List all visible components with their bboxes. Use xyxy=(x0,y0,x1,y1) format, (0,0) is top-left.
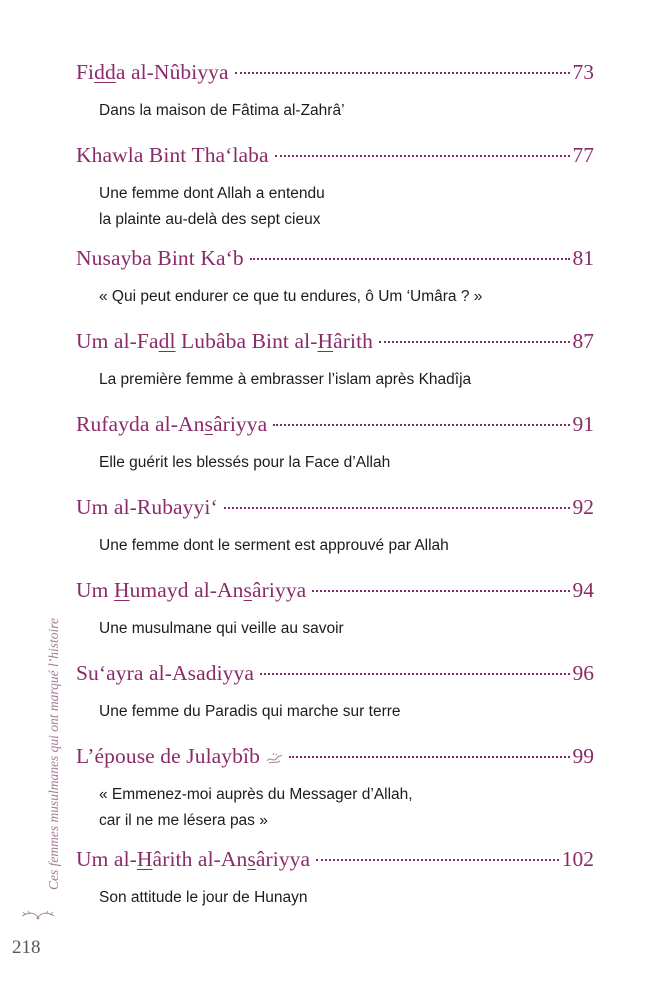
toc-entry-title-part: dd xyxy=(94,60,116,84)
dot-leader xyxy=(379,341,570,343)
toc-entry-subtitle-line: La première femme à embrasser l’islam après Khadîja xyxy=(99,371,472,388)
toc-entry-heading xyxy=(76,578,594,612)
toc-entry-subtitle xyxy=(99,699,594,725)
toc-entry-heading xyxy=(76,744,594,778)
toc-entry-title xyxy=(76,329,373,354)
toc-entry xyxy=(76,744,594,847)
toc-entry-title-part: s xyxy=(204,412,213,436)
toc-entry-subtitle-line: Une femme du Paradis qui marche sur terre xyxy=(99,703,401,720)
toc-entry-title xyxy=(76,744,283,769)
toc-entry-heading xyxy=(76,847,594,881)
toc-entry xyxy=(76,578,594,661)
toc-entry-page-number: 87 xyxy=(572,329,594,353)
toc-entry-title-part: Nusayba Bint Ka‘b xyxy=(76,246,244,270)
toc-entry-subtitle-line: Dans la maison de Fâtima al-Zahrâ’ xyxy=(99,102,345,119)
toc-entry-title-part: ârith al-An xyxy=(152,847,248,871)
toc-entry-heading xyxy=(76,60,594,94)
toc-entry-title-part: Rufayda al-An xyxy=(76,412,205,436)
toc-entry-page-number: 94 xyxy=(572,578,594,602)
toc-entry xyxy=(76,661,594,744)
dot-leader xyxy=(235,72,570,74)
toc-entry-title-part: âriyya xyxy=(255,847,311,871)
toc-entry-title-part: Um al- xyxy=(76,847,137,871)
toc-entry-title-part: Um xyxy=(76,578,114,602)
toc-entry-title-part: s xyxy=(243,578,252,602)
toc-entry-title-part: umayd al-An xyxy=(129,578,244,602)
toc-entry-title xyxy=(76,412,267,437)
toc-entry-page-number: 102 xyxy=(561,847,594,871)
toc-entry-title-part: L’épouse de Julaybîb xyxy=(76,744,260,768)
toc-entry-subtitle-line: Une femme dont le serment est approuvé par Allah xyxy=(99,537,449,554)
toc-entry-heading xyxy=(76,329,594,363)
toc-entry-title xyxy=(76,847,310,872)
toc-entry-heading xyxy=(76,412,594,446)
toc-entry-page-number: 99 xyxy=(572,744,594,768)
toc-entry-title-part: H xyxy=(136,847,153,871)
toc-entry-title-part: H xyxy=(317,329,334,353)
page-number: 218 xyxy=(12,937,41,958)
toc-entry-heading xyxy=(76,246,594,280)
floral-ornament-icon xyxy=(18,910,58,924)
toc-entry-subtitle-line: « Emmenez-moi auprès du Messager d’Allah, xyxy=(99,786,413,803)
toc-entry-page-number: 91 xyxy=(572,412,594,436)
toc-entry-title xyxy=(76,246,244,271)
toc-entry xyxy=(76,246,594,329)
toc-entry-title-part: dl xyxy=(158,329,176,353)
toc-entry-subtitle-line: car il ne me lésera pas » xyxy=(99,812,268,829)
toc-entry-heading xyxy=(76,143,594,177)
toc-entry-subtitle xyxy=(99,367,594,393)
toc-entry-page-number: 81 xyxy=(572,246,594,270)
dot-leader xyxy=(250,258,570,260)
toc-entry-title xyxy=(76,60,229,85)
toc-entry-title-part: Khawla Bint Tha‘laba xyxy=(76,143,269,167)
toc-entry-title-part: Su‘ayra al-Asadiyya xyxy=(76,661,255,685)
dot-leader xyxy=(260,673,569,675)
toc-entry xyxy=(76,143,594,246)
toc-entry-title xyxy=(76,495,218,520)
toc-entry-subtitle-line: la plainte au-delà des sept cieux xyxy=(99,211,321,228)
honorific-icon xyxy=(266,752,283,765)
table-of-contents xyxy=(76,60,594,930)
toc-entry xyxy=(76,847,594,930)
toc-entry-page-number: 73 xyxy=(572,60,594,84)
toc-entry-title-part: Lubâba Bint al- xyxy=(175,329,318,353)
running-book-title: Ces femmes musulmanes qui ont marqué l’histoire xyxy=(46,618,61,890)
toc-entry-title-part: a al-Nûbiyya xyxy=(115,60,229,84)
toc-entry xyxy=(76,412,594,495)
toc-entry-page-number: 96 xyxy=(572,661,594,685)
toc-entry-title-part: H xyxy=(113,578,130,602)
dot-leader xyxy=(273,424,569,426)
toc-entry-page-number: 92 xyxy=(572,495,594,519)
toc-entry-subtitle xyxy=(99,782,594,834)
toc-entry xyxy=(76,60,594,143)
toc-entry-title xyxy=(76,578,306,603)
toc-entry-subtitle xyxy=(99,181,594,233)
toc-entry-subtitle-line: Une musulmane qui veille au savoir xyxy=(99,620,344,637)
toc-entry-title-part: âriyya xyxy=(212,412,268,436)
dot-leader xyxy=(289,756,570,758)
dot-leader xyxy=(316,859,559,861)
toc-entry-title-part: s xyxy=(247,847,256,871)
toc-entry-subtitle xyxy=(99,616,594,642)
toc-entry-subtitle xyxy=(99,533,594,559)
dot-leader xyxy=(224,507,570,509)
dot-leader xyxy=(275,155,570,157)
toc-entry-subtitle-line: Son attitude le jour de Hunayn xyxy=(99,889,308,906)
toc-entry-heading xyxy=(76,661,594,695)
toc-entry-heading xyxy=(76,495,594,529)
toc-entry-title-part: ârith xyxy=(333,329,373,353)
toc-entry-subtitle xyxy=(99,98,594,124)
toc-entry-subtitle xyxy=(99,450,594,476)
toc-entry-title xyxy=(76,661,254,686)
toc-entry-subtitle xyxy=(99,885,594,911)
toc-entry-subtitle xyxy=(99,284,594,310)
toc-entry-title xyxy=(76,143,269,168)
toc-entry-subtitle-line: Elle guérit les blessés pour la Face d’Allah xyxy=(99,454,391,471)
toc-entry-title-part: Um al-Fa xyxy=(76,329,159,353)
toc-entry-title-part: Um al-Rubayyi‘ xyxy=(76,495,218,519)
dot-leader xyxy=(312,590,569,592)
toc-entry-title-part: âriyya xyxy=(252,578,307,602)
toc-entry-title-part: Fi xyxy=(76,60,95,84)
toc-entry-subtitle-line: « Qui peut endurer ce que tu endures, ô Um ‘Umâra ? » xyxy=(99,288,483,305)
toc-entry xyxy=(76,495,594,578)
toc-entry-subtitle-line: Une femme dont Allah a entendu xyxy=(99,185,325,202)
toc-entry xyxy=(76,329,594,412)
toc-entry-page-number: 77 xyxy=(572,143,594,167)
